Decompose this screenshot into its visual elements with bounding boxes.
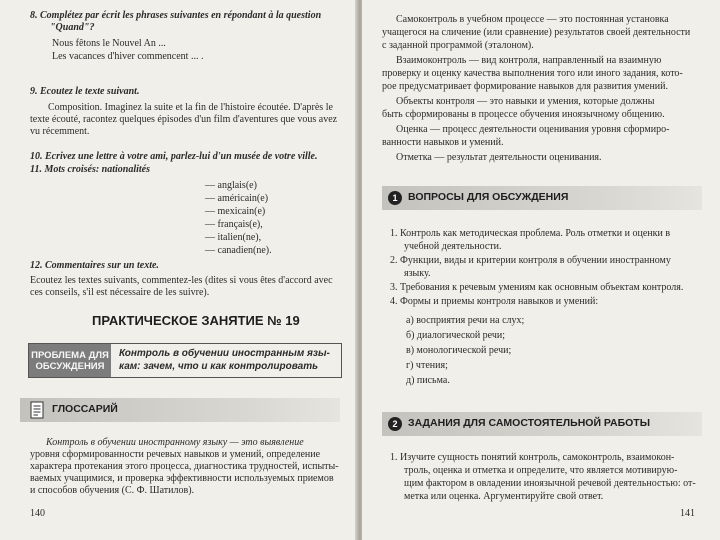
exercise-8-heading-cont: "Quand"? — [50, 22, 95, 33]
glossary-title: ГЛОССАРИЙ — [52, 403, 118, 415]
definition-line: Объекты контроля — это навыки и умения, которые должны — [396, 96, 655, 107]
definition-line: учащегося на сличение (или сравнение) результатов своей деятельности — [382, 27, 691, 38]
exercise-9-line: vu récemment. — [30, 126, 90, 137]
problem-text-line: Контроль в обучении иностранным язы- — [119, 348, 330, 359]
tasks-band — [382, 412, 702, 436]
question-subitem: г) чтения; — [406, 360, 448, 371]
task-line: троль, оценка и отметка и определите, что является мотивирую- — [404, 465, 678, 476]
discussion-band — [382, 186, 702, 210]
definition-line: Самоконтроль в учебном процессе — это постоянная установка — [396, 14, 669, 25]
page-number: 141 — [680, 508, 695, 519]
problem-text — [119, 347, 330, 373]
discussion-title: ВОПРОСЫ ДЛЯ ОБСУЖДЕНИЯ — [408, 191, 569, 203]
definition-line: ванности навыков и умений. — [382, 137, 504, 148]
exercise-9-heading: 9. Ecoutez le texte suivant. — [30, 86, 140, 97]
exercise-12-heading: 12. Commentaires sur un texte. — [30, 260, 159, 271]
question-subitem: б) диалогической речи; — [406, 330, 506, 341]
exercise-10-heading: 10. Ecrivez une lettre à votre ami, parlez-lui d'un musée de votre ville. — [30, 151, 318, 162]
question-line: 3. Требования к речевым умениям как основным объектам контроля. — [390, 282, 684, 293]
question-line: 1. Контроль как методическая проблема. Роль отметки и оценки в — [390, 228, 671, 239]
nationality-item: — canadien(ne). — [205, 245, 272, 256]
right-page — [362, 0, 720, 540]
section-number-badge: 1 — [388, 191, 402, 205]
question-subitem: а) восприятия речи на слух; — [406, 315, 525, 326]
definition-line: быть сформированы в процессе обучения иноязычному общению. — [382, 109, 665, 120]
glossary-line: и способов обучения (С. Ф. Шатилов). — [30, 485, 195, 496]
definition-line: проверку и оценку качества выполнения того или иного задания, кото- — [382, 68, 683, 79]
task-line: щим фактором в овладении иноязычной речевой деятельностью: от- — [404, 478, 696, 489]
definition-line: Оценка — процесс деятельности оценивания уровня сформиро- — [396, 124, 670, 135]
glossary-text: Контроль в обучении иностранному языку — это выявление — [46, 437, 304, 448]
glossary-line: характера протекания этого процесса, диагностика трудностей, испыты- — [30, 461, 339, 472]
section-number-badge: 2 — [388, 417, 402, 431]
question-line: языку. — [404, 268, 431, 279]
exercise-12-line: Ecoutez les textes suivants, commentez-les (dites si vous êtes d'accord avec — [30, 275, 333, 286]
problem-label — [29, 344, 111, 377]
question-line: 2. Функции, виды и критерии контроля в обучении иностранному — [390, 255, 671, 266]
task-line: метка или оценка. Аргументируйте свой ответ. — [404, 491, 604, 502]
definition-line: Взаимоконтроль — вид контроля, направленный на взаимную — [396, 55, 662, 66]
nationality-item: — américain(e) — [205, 193, 269, 204]
problem-label-line: ОБСУЖДЕНИЯ — [35, 360, 105, 372]
question-line: учебной деятельности. — [404, 241, 502, 252]
glossary-line: ваемых учащимися, и проверка эффективности используемых приемов — [30, 473, 334, 484]
nationality-item: — français(e), — [205, 219, 263, 230]
glossary-line — [46, 437, 304, 450]
exercise-8-line: Les vacances d'hiver commencent ... . — [52, 51, 204, 62]
definition-line: Отметка — результат деятельности оценивания. — [396, 152, 602, 163]
section-title: ПРАКТИЧЕСКОЕ ЗАНЯТИЕ № 19 — [92, 313, 300, 328]
question-line: 4. Формы и приемы контроля навыков и умений: — [390, 296, 599, 307]
left-page — [0, 0, 358, 540]
glossary-band — [20, 398, 340, 422]
problem-label-line: ПРОБЛЕМА ДЛЯ — [31, 349, 109, 361]
task-line: 1. Изучите сущность понятий контроль, самоконтроль, взаимокон- — [390, 452, 675, 463]
document-icon — [30, 401, 44, 419]
definition-line: с заданной программой (эталоном). — [382, 40, 534, 51]
tasks-title: ЗАДАНИЯ ДЛЯ САМОСТОЯТЕЛЬНОЙ РАБОТЫ — [408, 417, 651, 429]
question-subitem: д) письма. — [406, 375, 450, 386]
question-subitem: в) монологической речи; — [406, 345, 512, 356]
exercise-9-line: texte écouté, racontez quelques épisodes d'un film d'aventures que vous avez — [30, 114, 338, 125]
nationality-item: — mexicain(e) — [205, 206, 266, 217]
exercise-11-heading: 11. Mots croisés: nationalités — [30, 164, 151, 175]
page-number: 140 — [30, 508, 45, 519]
discussion-problem-box — [28, 343, 342, 378]
glossary-line: уровня сформированности речевых навыков и умений, определение — [30, 449, 321, 460]
definition-line: рое предусматривает формирование навыков для развития умений. — [382, 81, 668, 92]
exercise-9-line: Composition. Imaginez la suite et la fin de l'histoire écoutée. D'après le — [48, 102, 333, 113]
exercise-8-heading: 8. Complétez par écrit les phrases suivantes en répondant à la question — [30, 10, 322, 21]
nationality-item: — italien(ne), — [205, 232, 262, 243]
problem-text-line: кам: зачем, что и как контролировать — [119, 361, 319, 372]
exercise-12-line: ces conseils, s'il est nécessaire de les suivre). — [30, 287, 210, 298]
exercise-8-line: Nous fêtons le Nouvel An ... — [52, 38, 166, 49]
nationality-item: — anglais(e) — [205, 180, 257, 191]
